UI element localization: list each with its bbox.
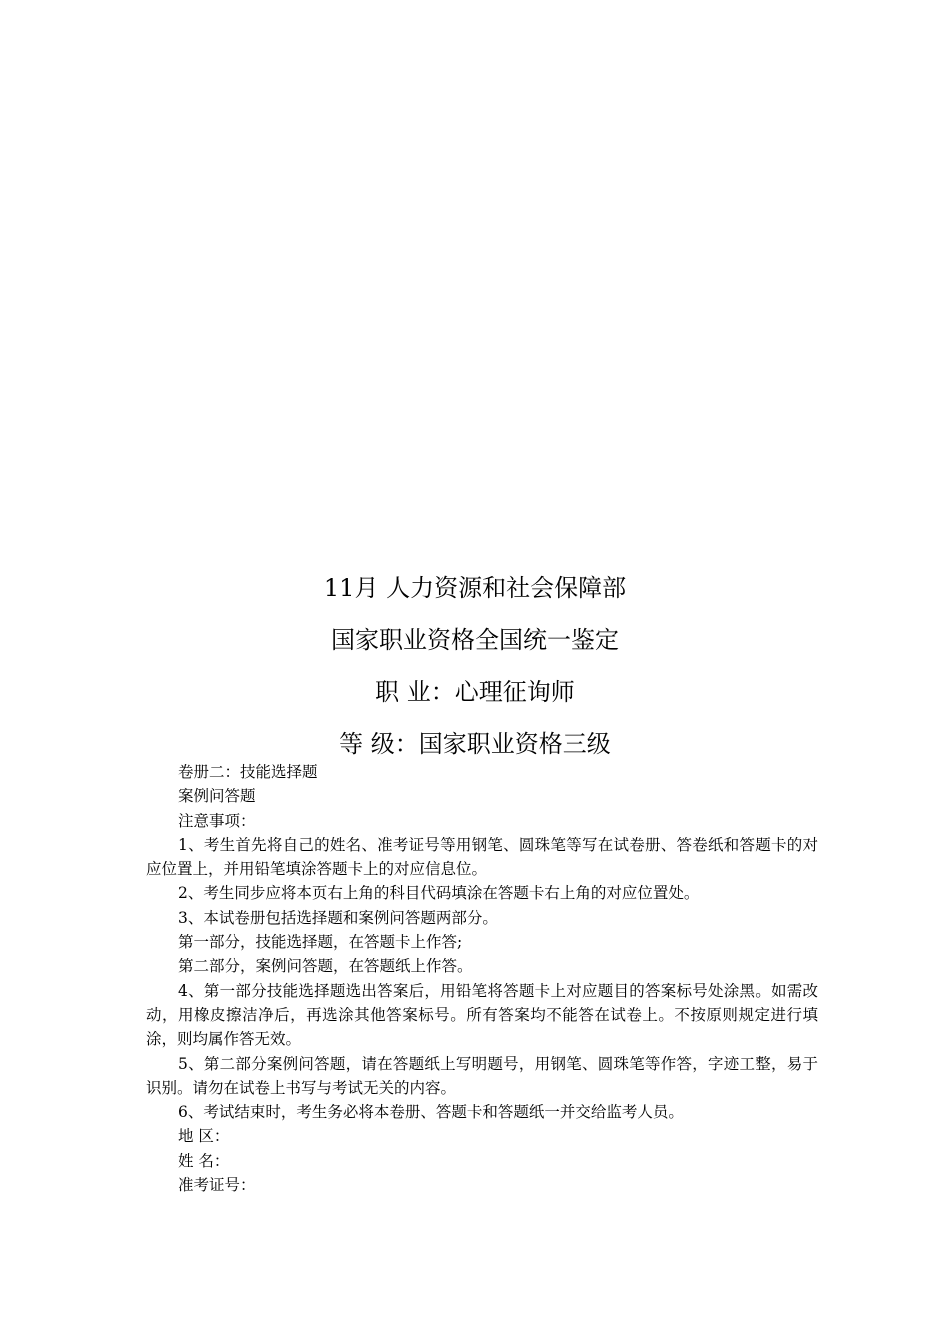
- name-field-label: 姓 名：: [178, 1151, 230, 1170]
- instruction-part-1: 第一部分，技能选择题，在答题卡上作答;: [178, 933, 463, 952]
- instruction-item-1: 1、考生首先将自己的姓名、准考证号等用钢笔、圆珠笔等写在试卷册、答卷纸和答题卡的对应位置上，并用铅笔填涂答题卡上的对应信息位。: [146, 835, 818, 879]
- title-line-appraisal: 国家职业资格全国统一鉴定: [331, 626, 619, 654]
- instruction-part-2: 第二部分，案例问答题，在答题纸上作答。: [178, 957, 473, 976]
- volume-label: 卷册二：技能选择题: [178, 763, 318, 781]
- instruction-item-4: 4、第一部分技能选择题选出答案后，用铅笔将答题卡上对应题目的答案标号处涂黑。如需改动，用橡皮擦洁净后，再选涂其他答案标号。所有答案均不能答在试卷上。不按原则规定进行填涂，则均属作答无效。: [146, 981, 818, 1049]
- instruction-item-6: 6、考试结束时，考生务必将本卷册、答题卡和答题纸一并交给监考人员。: [178, 1103, 684, 1122]
- instruction-item-5: 5、第二部分案例问答题，请在答题纸上写明题号，用钢笔、圆珠笔等作答，字迹工整，易于识别。请勿在试卷上书写与考试无关的内容。: [146, 1054, 818, 1097]
- instruction-item-2: 2、考生同步应将本页右上角的科目代码填涂在答题卡右上角的对应位置处。: [178, 884, 700, 903]
- title-line-level: 等 级：国家职业资格三级: [339, 730, 611, 758]
- title-line-occupation: 职 业：心理征询师: [375, 678, 575, 706]
- instruction-item-3: 3、本试卷册包括选择题和案例问答题两部分。: [178, 908, 498, 927]
- title-line-date-ministry: 11月 人力资源和社会保障部: [323, 574, 627, 602]
- ticket-number-field-label: 准考证号：: [178, 1176, 256, 1195]
- title-block: [0, 562, 950, 770]
- region-field-label: 地 区：: [178, 1127, 230, 1146]
- exam-instructions: [146, 760, 818, 1197]
- case-label: 案例问答题: [178, 787, 256, 806]
- notice-heading: 注意事项：: [178, 811, 256, 830]
